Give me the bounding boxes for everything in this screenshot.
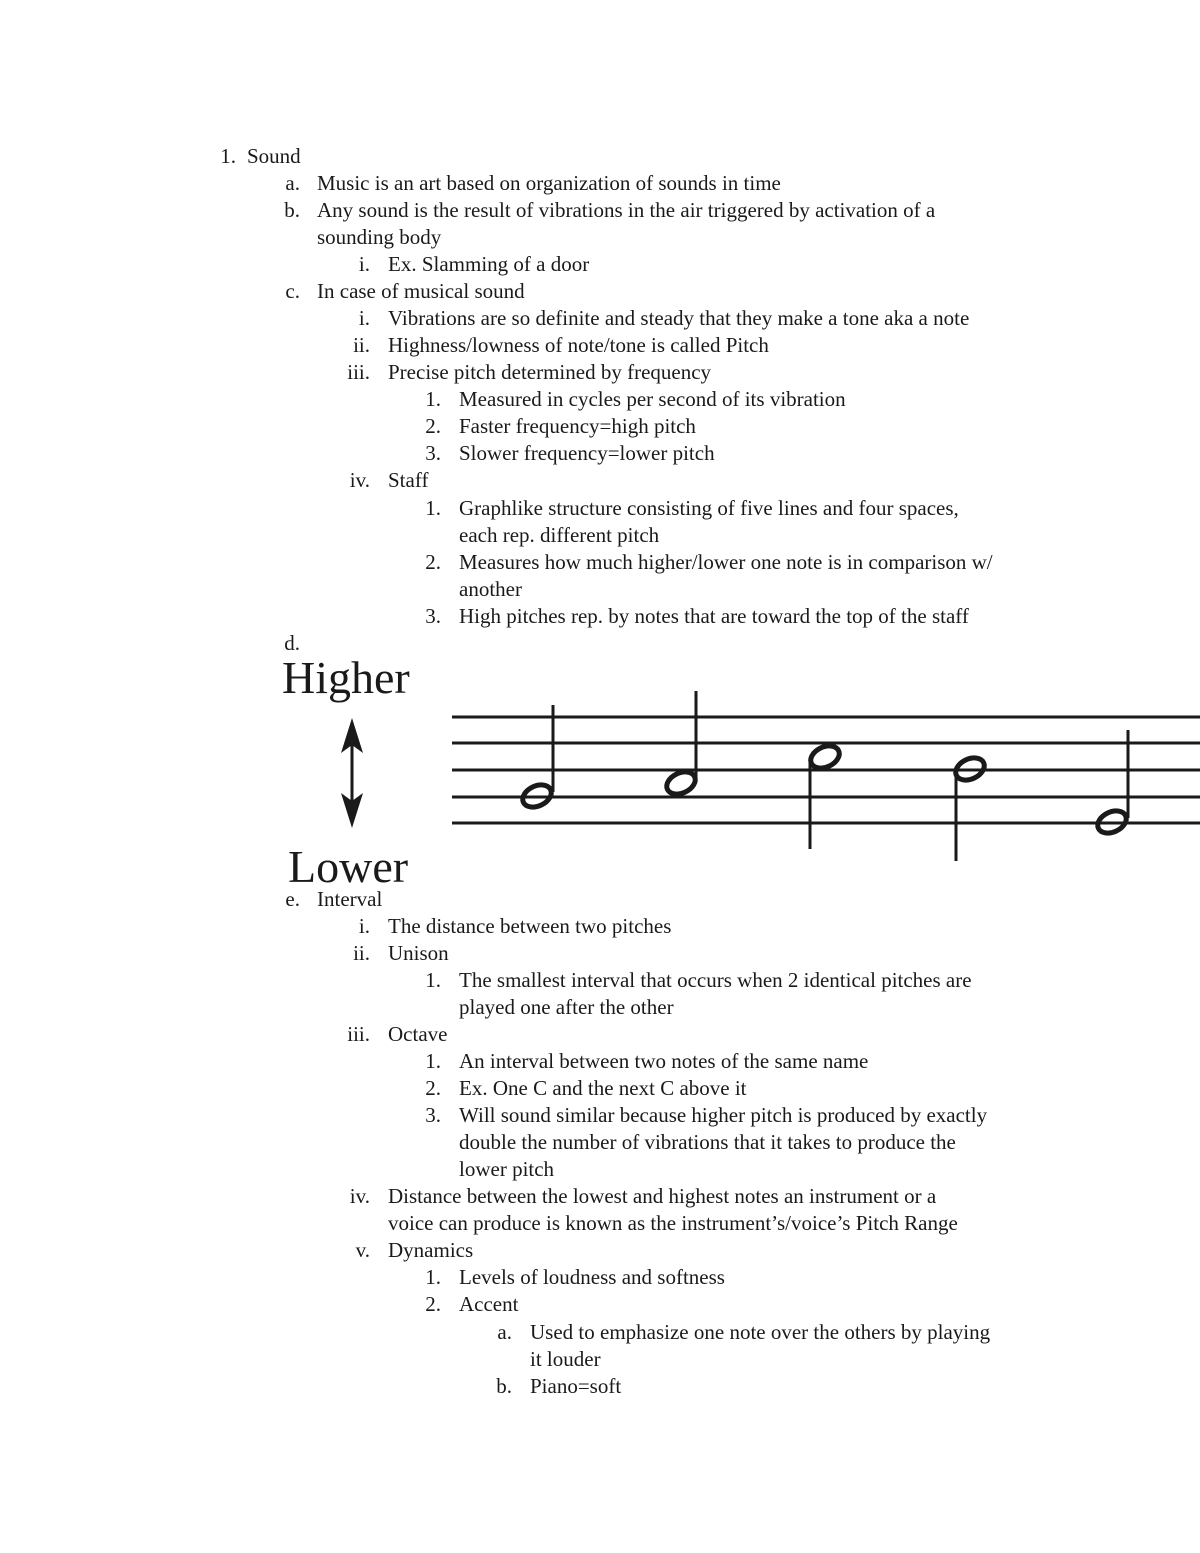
list-marker: 3. <box>425 441 441 465</box>
list-item-text: Staff <box>388 468 429 492</box>
list-item-text: played one after the other <box>459 995 674 1019</box>
list-item-text: it louder <box>530 1347 601 1371</box>
outline-line <box>0 359 1200 386</box>
list-marker: ii. <box>353 941 370 965</box>
list-item-text: Slower frequency=lower pitch <box>459 441 715 465</box>
list-marker: i. <box>358 252 370 276</box>
list-marker: 1. <box>425 1265 441 1289</box>
outline-line <box>0 994 1200 1021</box>
outline-line <box>0 1291 1200 1318</box>
list-item-text: Highness/lowness of note/tone is called Pitch <box>388 333 769 357</box>
list-item-text: another <box>459 577 522 601</box>
list-item-text: Measured in cycles per second of its vibration <box>459 387 846 411</box>
outline-line <box>0 413 1200 440</box>
higher-label: Higher <box>282 652 410 703</box>
outline-line <box>0 1129 1200 1156</box>
list-marker: i. <box>358 914 370 938</box>
list-marker: 1. <box>425 496 441 520</box>
list-item-text: Distance between the lowest and highest notes an instrument or a <box>388 1184 937 1208</box>
outline-line <box>0 332 1200 359</box>
list-marker: e. <box>285 887 300 911</box>
list-item-text: Levels of loudness and softness <box>459 1265 725 1289</box>
outline-line <box>0 495 1200 522</box>
outline-line <box>0 1102 1200 1129</box>
list-marker: v. <box>355 1238 370 1262</box>
list-item-text: Measures how much higher/lower one note is in comparison w/ <box>459 550 993 574</box>
lower-label: Lower <box>288 841 409 892</box>
list-marker: iv. <box>349 468 370 492</box>
list-marker: a. <box>285 171 300 195</box>
outline-line <box>0 1319 1200 1346</box>
list-marker: 1. <box>425 1049 441 1073</box>
outline-line <box>0 967 1200 994</box>
list-item-text: Ex. Slamming of a door <box>388 252 590 276</box>
outline-line <box>0 278 1200 305</box>
list-marker: 3. <box>425 604 441 628</box>
outline-line <box>0 467 1200 494</box>
list-item-text: sounding body <box>317 225 442 249</box>
list-marker: 2. <box>425 1076 441 1100</box>
list-item-text: An interval between two notes of the same name <box>459 1049 869 1073</box>
list-marker: c. <box>285 279 300 303</box>
list-item-text: Graphlike structure consisting of five lines and four spaces, <box>459 496 959 520</box>
list-marker: a. <box>497 1320 512 1344</box>
outline-line <box>0 1373 1200 1400</box>
outline-line <box>0 1048 1200 1075</box>
half-note-3 <box>807 742 843 849</box>
outline-line <box>0 1264 1200 1291</box>
list-item-text: each rep. different pitch <box>459 523 660 547</box>
outline-line <box>0 549 1200 576</box>
list-marker: 3. <box>425 1103 441 1127</box>
double-arrow-icon <box>341 718 363 828</box>
outline-line <box>0 1021 1200 1048</box>
list-item-text: In case of musical sound <box>317 279 525 303</box>
outline-line <box>0 603 1200 630</box>
outline-line <box>0 913 1200 940</box>
list-marker: 1. <box>425 387 441 411</box>
half-note-5 <box>1094 730 1130 837</box>
list-marker: iii. <box>347 360 370 384</box>
list-item-text: Dynamics <box>388 1238 474 1262</box>
staff-lines <box>452 717 1200 823</box>
outline-line <box>0 251 1200 278</box>
half-note-2 <box>663 691 699 798</box>
list-item-text: High pitches rep. by notes that are toward the top of the staff <box>459 604 969 628</box>
list-item-text: Any sound is the result of vibrations in the air triggered by activation of a <box>317 198 936 222</box>
outline-line <box>0 576 1200 603</box>
outline-line <box>0 386 1200 413</box>
list-item-text: Used to emphasize one note over the others by playing <box>530 1320 991 1344</box>
outline-line <box>0 1183 1200 1210</box>
staff-diagram <box>270 650 1200 900</box>
list-marker: d. <box>284 631 300 655</box>
list-marker: 1. <box>425 968 441 992</box>
outline-line <box>0 305 1200 332</box>
list-item-text: The smallest interval that occurs when 2 identical pitches are <box>459 968 972 992</box>
list-marker: 1. <box>220 144 236 168</box>
list-item-text: Precise pitch determined by frequency <box>388 360 712 384</box>
half-note-1 <box>519 705 555 811</box>
list-marker: b. <box>284 198 300 222</box>
list-marker: b. <box>496 1374 512 1398</box>
list-marker: 2. <box>425 414 441 438</box>
list-item-text: Faster frequency=high pitch <box>459 414 696 438</box>
list-item-text: Piano=soft <box>530 1374 622 1398</box>
list-item-text: Sound <box>247 144 301 168</box>
list-marker: 2. <box>425 1292 441 1316</box>
pitch-staff-figure <box>270 650 1200 900</box>
outline-line <box>0 1210 1200 1237</box>
list-marker: iv. <box>349 1184 370 1208</box>
outline-line <box>0 170 1200 197</box>
outline-line <box>0 224 1200 251</box>
list-item-text: Accent <box>459 1292 519 1316</box>
outline-line <box>0 1237 1200 1264</box>
outline-line <box>0 522 1200 549</box>
list-item-text: double the number of vibrations that it takes to produce the <box>459 1130 956 1154</box>
list-item-text: voice can produce is known as the instrument’s/voice’s Pitch Range <box>388 1211 958 1235</box>
outline-line <box>0 1346 1200 1373</box>
list-marker: ii. <box>353 333 370 357</box>
list-marker: i. <box>358 306 370 330</box>
list-item-text: Will sound similar because higher pitch is produced by exactly <box>459 1103 988 1127</box>
list-item-text: The distance between two pitches <box>388 914 672 938</box>
list-item-text: Music is an art based on organization of sounds in time <box>317 171 781 195</box>
outline-line <box>0 197 1200 224</box>
list-item-text: Interval <box>317 887 383 911</box>
list-item-text: Vibrations are so definite and steady that they make a tone aka a note <box>388 306 970 330</box>
list-item-text: Octave <box>388 1022 448 1046</box>
outline-line <box>0 143 1200 170</box>
outline-line <box>0 1156 1200 1183</box>
list-marker: iii. <box>347 1022 370 1046</box>
outline-line <box>0 940 1200 967</box>
list-item-text: lower pitch <box>459 1157 555 1181</box>
list-marker: 2. <box>425 550 441 574</box>
list-item-text: Unison <box>388 941 449 965</box>
outline-line <box>0 440 1200 467</box>
outline-line <box>0 1075 1200 1102</box>
list-item-text: Ex. One C and the next C above it <box>459 1076 747 1100</box>
